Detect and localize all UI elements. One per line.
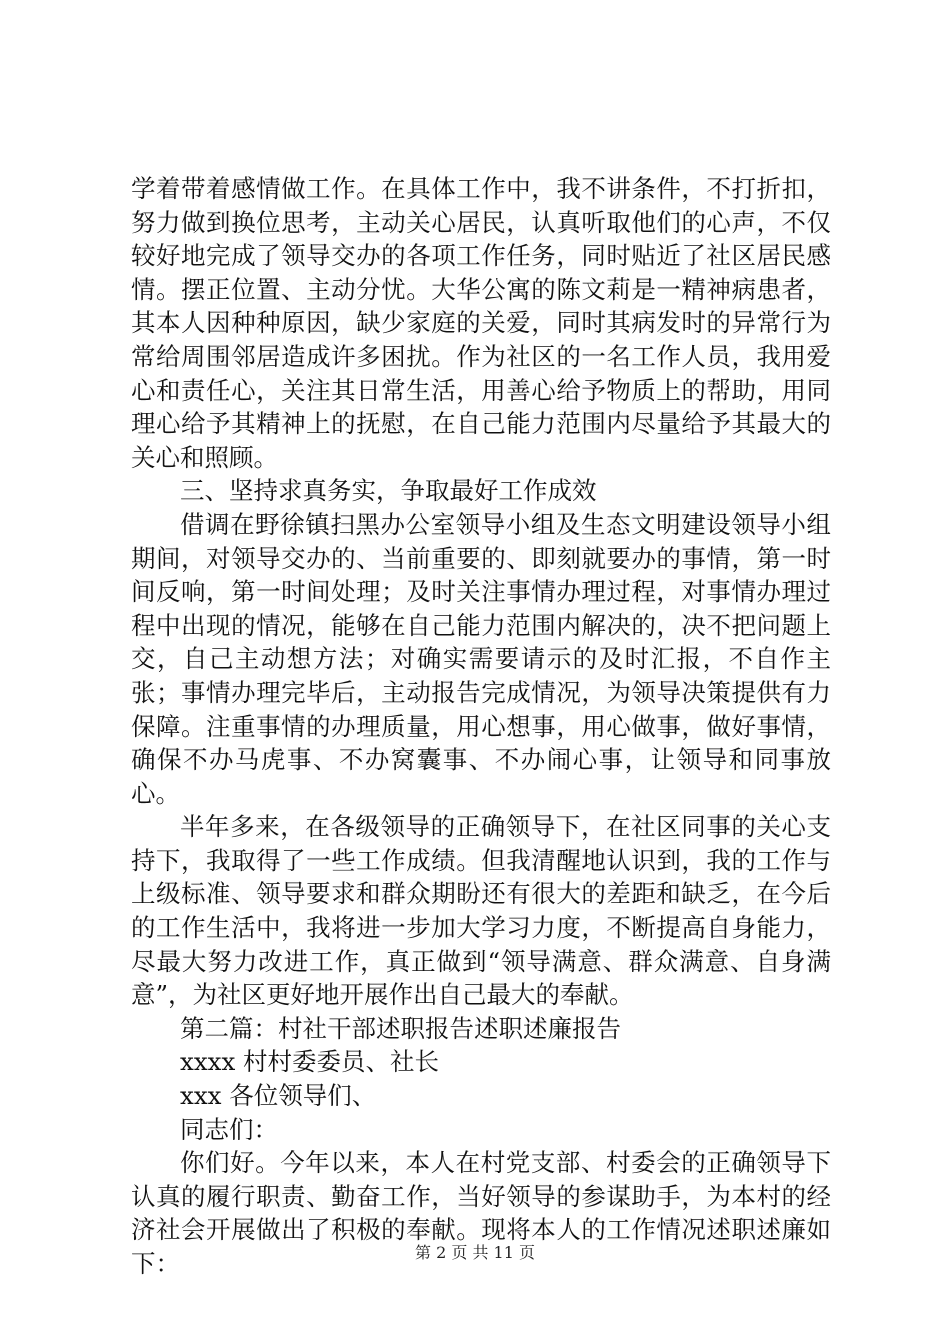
chapter-two-title: 第二篇：村社干部述职报告述职述廉报告 [180, 1013, 621, 1043]
salutation-leaders: xxx 各位领导们、 [180, 1081, 377, 1111]
paragraph-half-year-summary: 半年多来，在各级领导的正确领导下，在社区同事的关心支持下，我取得了一些工作成绩。但我清醒地认识到，我的工作与上级标准、领导要求和群众期盼还有很大的差距和缺乏，在今后的工作生活中，我将进一步加大学习力度，不断提高自身能力，尽最大努力改进工作，真正做到“领导满意、群众满意、自身满意”，为社区更好地开展作出自己最大的奉献。 [131, 812, 831, 1010]
page-footer [0, 1243, 950, 1263]
author-position: xxxx 村村委委员、社长 [180, 1047, 440, 1077]
salutation-comrades: 同志们： [180, 1114, 278, 1144]
section-heading-three: 三、坚持求真务实，争取最好工作成效 [180, 476, 597, 506]
paragraph-community-work: 学着带着感情做工作。在具体工作中，我不讲条件，不打折扣，努力做到换位思考，主动关心居民，认真听取他们的心声，不仅较好地完成了领导交办的各项工作任务，同时贴近了社区居民感情。摆正位置、主动分忧。大华公寓的陈文莉是一精神病患者，其本人因种种原因，缺少家庭的关爱，同时其病发时的异常行为常给周围邻居造成许多困扰。作为社区的一名工作人员，我用爱心和责任心，关注其日常生活，用善心给予物质上的帮助，用同理心给予其精神上的抚慰，在自己能力范围内尽量给予其最大的关心和照顾。 [131, 174, 831, 472]
paragraph-secondment: 借调在野徐镇扫黑办公室领导小组及生态文明建设领导小组期间，对领导交办的、当前重要的、即刻就要办的事情，第一时间反响，第一时间处理；及时关注事情办理过程，对事情办理过程中出现的情况，能够在自己能力范围内解决的，决不把问题上交，自己主动想方法；对确实需要请示的及时汇报，不自作主张；事情办理完毕后，主动报告完成情况，为领导决策提供有力保障。注重事情的办理质量，用心想事，用心做事，做好事情，确保不办马虎事、不办窝囊事、不办闹心事，让领导和同事放心。 [131, 509, 831, 808]
page-number: 第 2 页 共 11 页 [415, 1243, 535, 1262]
paragraph-report-intro: 你们好。今年以来，本人在村党支部、村委会的正确领导下认真的履行职责、勤奋工作，当好领导的参谋助手，为本村的经济社会开展做出了积极的奉献。现将本人的工作情况述职述廉如下： [131, 1148, 831, 1278]
document-body [131, 172, 831, 1281]
